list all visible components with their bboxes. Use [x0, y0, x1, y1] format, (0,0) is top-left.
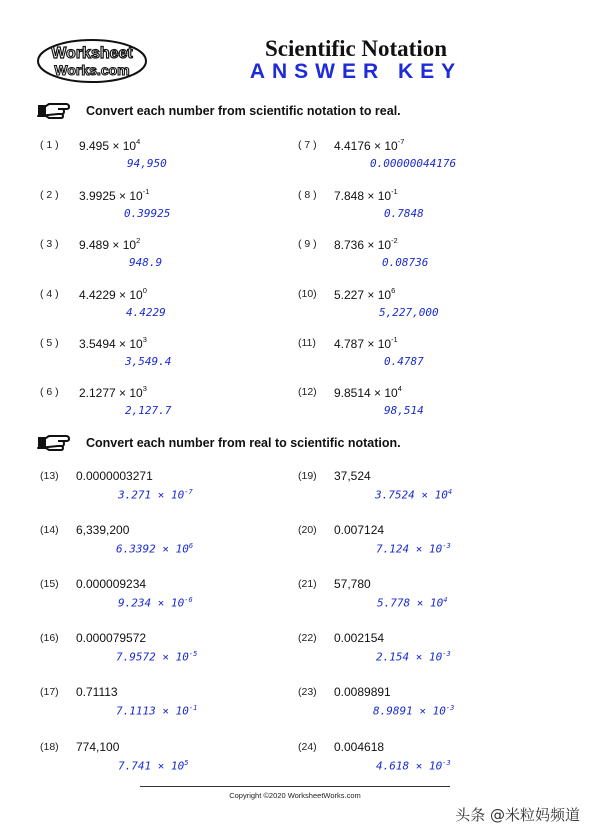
problem-number: ( 3 ): [40, 238, 59, 250]
problem-20: [298, 524, 548, 564]
page-title: Scientific Notation: [264, 36, 448, 61]
problem-11: [298, 337, 548, 377]
problem-question: $9.489 \times 10^2$: [79, 236, 141, 252]
problem-number: ( 5 ): [40, 337, 59, 349]
problem-number: (22): [298, 632, 317, 644]
problem-7: [298, 139, 548, 179]
problem-question: $7.848 \times 10^{-1}$: [334, 187, 398, 203]
problem-number: (23): [298, 686, 317, 698]
problem-answer: $7.741 \times 10^5$: [118, 759, 189, 773]
problem-question: 0.004618: [334, 740, 385, 754]
problem-answer: $4.618 \times 10^{-3}$: [376, 759, 451, 773]
section-1-instruction: Convert each number from scientific notation to real.: [86, 104, 401, 118]
logo-line2: Works.com: [54, 62, 130, 78]
problem-answer: 94,950: [127, 157, 167, 170]
problem-answer: $6.3392 \times 10^6$: [116, 542, 194, 556]
problem-number: (14): [40, 524, 59, 536]
problem-question: $5.227 \times 10^6$: [334, 286, 396, 302]
problem-answer: 0.39925: [124, 207, 171, 220]
problem-answer: $7.124 \times 10^{-3}$: [376, 542, 451, 556]
problem-2: [40, 189, 290, 229]
problem-number: (10): [298, 288, 317, 300]
problem-8: [298, 189, 548, 229]
problem-answer: 0.7848: [384, 207, 424, 220]
problem-3: [40, 238, 290, 278]
problem-10: [298, 288, 548, 328]
problem-question: 6,339,200: [76, 523, 130, 537]
problem-number: ( 4 ): [40, 288, 59, 300]
problem-5: [40, 337, 290, 377]
problem-answer: 2,127.7: [125, 404, 172, 417]
problem-number: (11): [298, 337, 316, 349]
problem-21: [298, 578, 548, 618]
problem-answer: $3.271 \times 10^{-7}$: [118, 488, 193, 502]
problem-number: ( 7 ): [298, 139, 317, 151]
problem-1: [40, 139, 290, 179]
problem-number: (19): [298, 470, 317, 482]
pointing-hand-icon: [36, 433, 76, 453]
problem-number: ( 9 ): [298, 238, 317, 250]
problem-answer: $7.9572 \times 10^{-5}$: [116, 650, 198, 664]
problem-19: [298, 470, 548, 510]
problem-4: [40, 288, 290, 328]
problem-23: [298, 686, 548, 726]
problem-answer: $3.7524 \times 10^4$: [375, 488, 453, 502]
problem-question: $9.495 \times 10^4$: [79, 137, 141, 153]
pointing-hand-icon: [36, 101, 76, 121]
problem-number: ( 6 ): [40, 386, 59, 398]
problem-number: (16): [40, 632, 59, 644]
copyright-footer: Copyright ©2020 WorksheetWorks.com: [229, 791, 361, 800]
problem-question: 0.000079572: [76, 631, 147, 645]
problem-answer: 4.4229: [126, 306, 166, 319]
problem-14: [40, 524, 290, 564]
answer-key-label: ANSWER KEY: [249, 60, 463, 83]
problem-number: ( 2 ): [40, 189, 59, 201]
problem-answer: 0.4787: [384, 355, 424, 368]
problem-question: 37,524: [334, 469, 371, 483]
problem-question: $4.4229 \times 10^0$: [79, 286, 147, 302]
problem-number: (13): [40, 470, 59, 482]
problem-16: [40, 632, 290, 672]
problem-number: (18): [40, 741, 59, 753]
problem-answer: 0.08736: [382, 256, 429, 269]
section-1-header: [36, 101, 401, 121]
problem-18: [40, 741, 290, 781]
problem-15: [40, 578, 290, 618]
problem-question: 0.0089891: [334, 685, 391, 699]
problem-24: [298, 741, 548, 781]
problem-question: $4.787 \times 10^{-1}$: [334, 335, 398, 351]
problem-12: [298, 386, 548, 426]
problem-22: [298, 632, 548, 672]
problem-number: (21): [298, 578, 317, 590]
problem-17: [40, 686, 290, 726]
worksheetworks-logo: [36, 38, 148, 84]
footer-divider: [140, 786, 450, 787]
problem-question: 0.007124: [334, 523, 385, 537]
problem-answer: $2.154 \times 10^{-3}$: [376, 650, 451, 664]
problem-question: 0.71113: [76, 685, 118, 699]
problem-answer: 98,514: [384, 404, 424, 417]
problem-question: $3.9925 \times 10^{-1}$: [79, 187, 150, 203]
problem-question: $3.5494 \times 10^3$: [79, 335, 147, 351]
problem-question: 57,780: [334, 577, 371, 591]
problem-number: ( 1 ): [40, 139, 59, 151]
problem-question: 0.0000003271: [76, 469, 153, 483]
problem-13: [40, 470, 290, 510]
problem-number: ( 8 ): [298, 189, 317, 201]
problem-question: $9.8514 \times 10^4$: [334, 384, 402, 400]
section-2-instruction: Convert each number from real to scientific notation.: [86, 436, 401, 450]
problem-answer: $9.234 \times 10^{-6}$: [118, 596, 193, 610]
problem-question: 0.000009234: [76, 577, 147, 591]
problem-question: $2.1277 \times 10^3$: [79, 384, 147, 400]
problem-number: (20): [298, 524, 317, 536]
problem-6: [40, 386, 290, 426]
problem-question: 774,100: [76, 740, 120, 754]
problem-number: (15): [40, 578, 59, 590]
problem-number: (17): [40, 686, 59, 698]
problem-answer: 3,549.4: [125, 355, 172, 368]
problem-number: (12): [298, 386, 317, 398]
problem-9: [298, 238, 548, 278]
problem-answer: $5.778 \times 10^4$: [377, 596, 448, 610]
section-2-header: [36, 433, 401, 453]
problem-answer: $8.9891 \times 10^{-3}$: [373, 704, 455, 718]
watermark: 头条 @米粒妈频道: [455, 806, 580, 824]
problem-answer: 0.00000044176: [370, 157, 457, 170]
problem-answer: 948.9: [129, 256, 163, 269]
problem-number: (24): [298, 741, 317, 753]
problem-answer: 5,227,000: [379, 306, 439, 319]
problem-answer: $7.1113 \times 10^{-1}$: [116, 704, 198, 718]
problem-question: 0.002154: [334, 631, 385, 645]
problem-question: $4.4176 \times 10^{-7}$: [334, 137, 405, 153]
problem-question: $8.736 \times 10^{-2}$: [334, 236, 398, 252]
logo-line1: Worksheet: [51, 45, 133, 62]
